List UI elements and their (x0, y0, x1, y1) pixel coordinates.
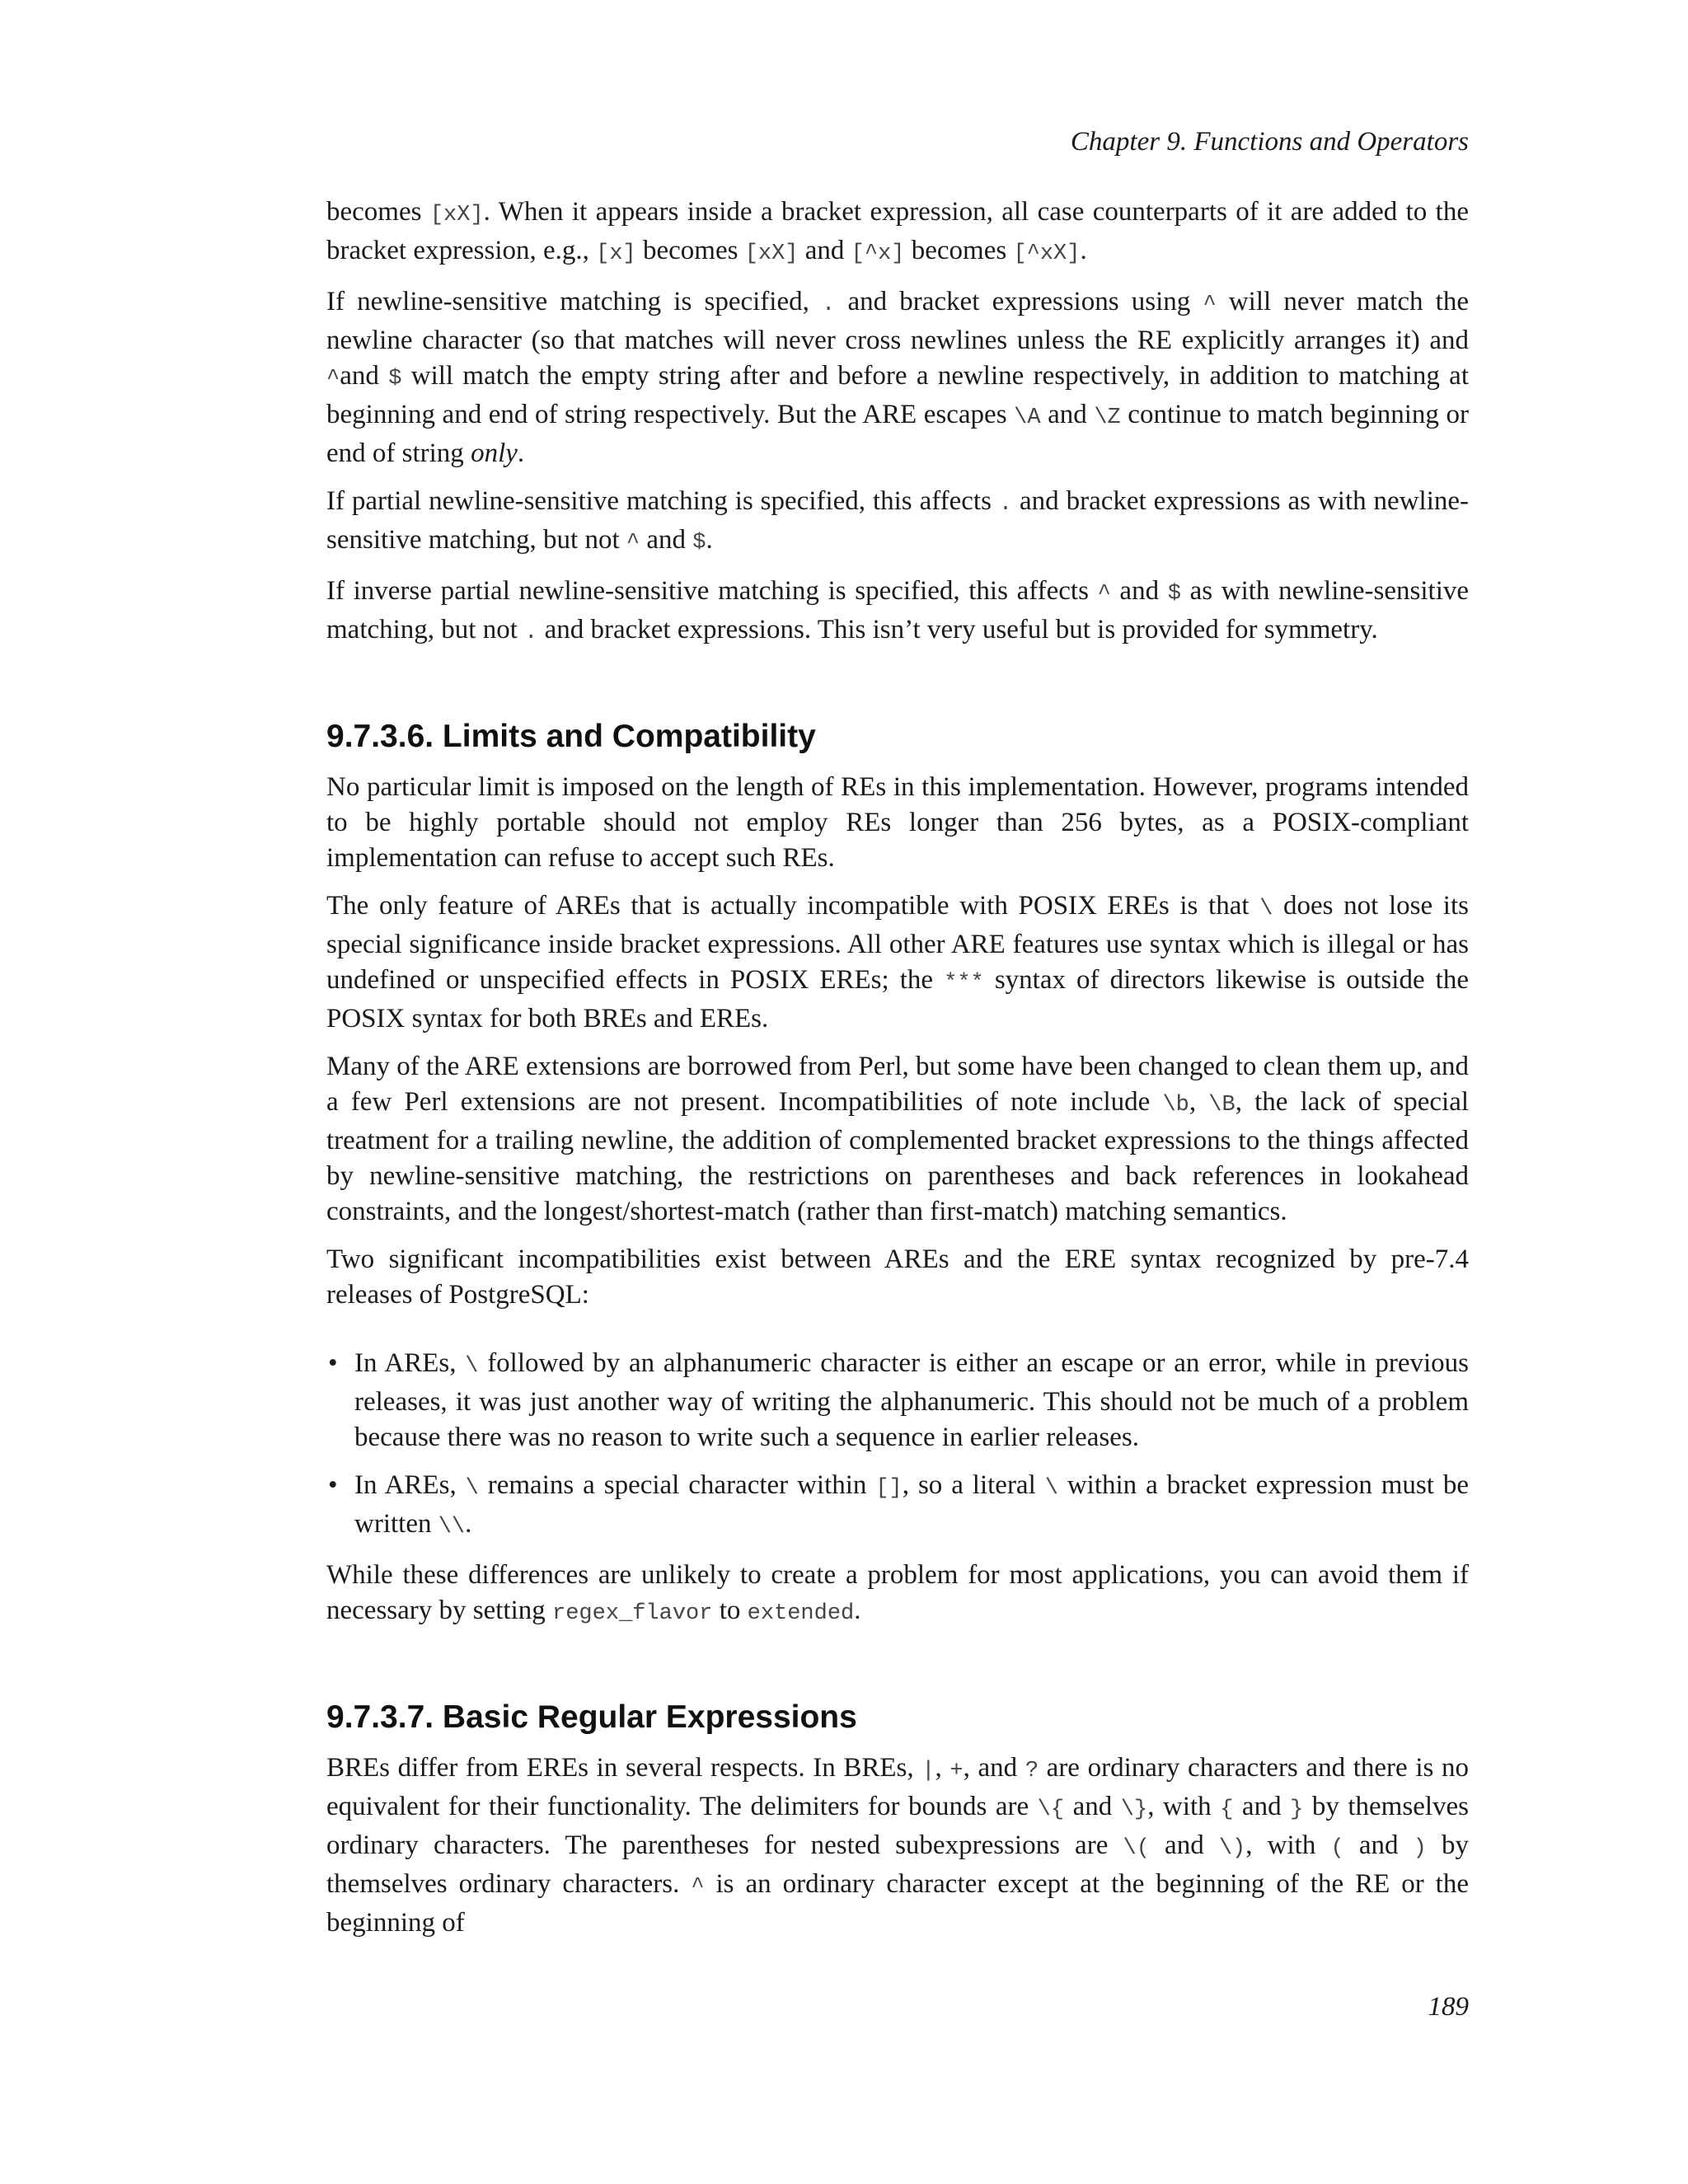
list-item: • In AREs, \ remains a special character within [], so a literal \ within a bracket expression must be written \\. (326, 1468, 1469, 1545)
page-number: 189 (1428, 1992, 1469, 2022)
paragraph-pre74-incompatibilities: Two significant incompatibilities exist between AREs and the ERE syntax recognized by pre-7.4 releases of PostgreSQL: (326, 1244, 1469, 1310)
paragraph-regex-flavor: While these differences are unlikely to create a problem for most applications, you can avoid them if necessary by setting regex_flavor to extended. (326, 1560, 1469, 1626)
paragraph-partial-newline: If partial newline-sensitive matching is specified, this affects . and bracket expressions as with newline-sensitive matching, but not ^ and $. (326, 486, 1469, 555)
document-page (326, 0, 1469, 2184)
bullet-icon: • (328, 1470, 338, 1500)
paragraph-inverse-partial-newline: If inverse partial newline-sensitive matching is specified, this affects ^ and $ as with newline-sensitive matching, but not . and bracket expressions. This isn’t very useful but is provided for symmetry. (326, 576, 1470, 645)
paragraph-bre-differences: BREs differ from EREs in several respects. In BREs, |, +, and ? are ordinary characters and there is no equivalent for their functionality. The delimiters for bounds are \{ and \}, with { and } by themselves ordinary characters. The parentheses for nested subexpressions are \( and \), with ( and ) by themselves ordinary characters. ^ is an ordinary character except at the beginning of the RE or the beginning of (326, 1753, 1470, 1938)
paragraph-posix-incompatibility: The only feature of AREs that is actually incompatible with POSIX EREs is that \ does not lose its special significance inside bracket expressions. All other ARE features use syntax which is illegal or has undefined or unspecified effects in POSIX EREs; the *** syntax of directors likewise is outside the POSIX syntax for both BREs and EREs. (326, 891, 1469, 1033)
section-heading-bres: 9.7.3.7. Basic Regular Expressions (326, 1699, 857, 1735)
paragraph-case-counterparts: becomes [xX]. When it appears inside a bracket expression, all case counterparts of it are added to the bracket expression, e.g., [x] becomes [xX] and [^x] becomes [^xX]. (326, 197, 1469, 266)
incompatibility-list (326, 1346, 1469, 1545)
section-heading-limits: 9.7.3.6. Limits and Compatibility (326, 719, 816, 754)
page-content (326, 194, 1469, 1953)
bullet-icon: • (328, 1348, 338, 1378)
paragraph-length-limit: No particular limit is imposed on the length of REs in this implementation. However, programs intended to be highly portable should not employ REs longer than 256 bytes, as a POSIX-compliant implementation can refuse to accept such REs. (326, 772, 1469, 873)
running-head: Chapter 9. Functions and Operators (1070, 127, 1469, 157)
paragraph-perl-extensions: Many of the ARE extensions are borrowed from Perl, but some have been changed to clean them up, and a few Perl extensions are not present. Incompatibilities of note include \b, \B, the lack of special treatment for a trailing newline, the addition of complemented bracket expressions to the things affected by newline-sensitive matching, the restrictions on parentheses and back references in lookahead constraints, and the longest/shortest-match (rather than first-match) matching semantics. (326, 1052, 1470, 1226)
paragraph-newline-sensitive: If newline-sensitive matching is specified, . and bracket expressions using ^ will never match the newline character (so that matches will never cross newlines unless the RE explicitly arranges it) and ^and $ will match the empty string after and before a newline respectively, in addition to matching at beginning and end of string respectively. But the ARE escapes \A and \Z continue to match beginning or end of string only. (326, 287, 1469, 468)
list-item: • In AREs, \ followed by an alphanumeric character is either an escape or an error, while in previous releases, it was just another way of writing the alphanumeric. This should not be much of a problem because there was no reason to write such a sequence in earlier releases. (326, 1346, 1469, 1455)
